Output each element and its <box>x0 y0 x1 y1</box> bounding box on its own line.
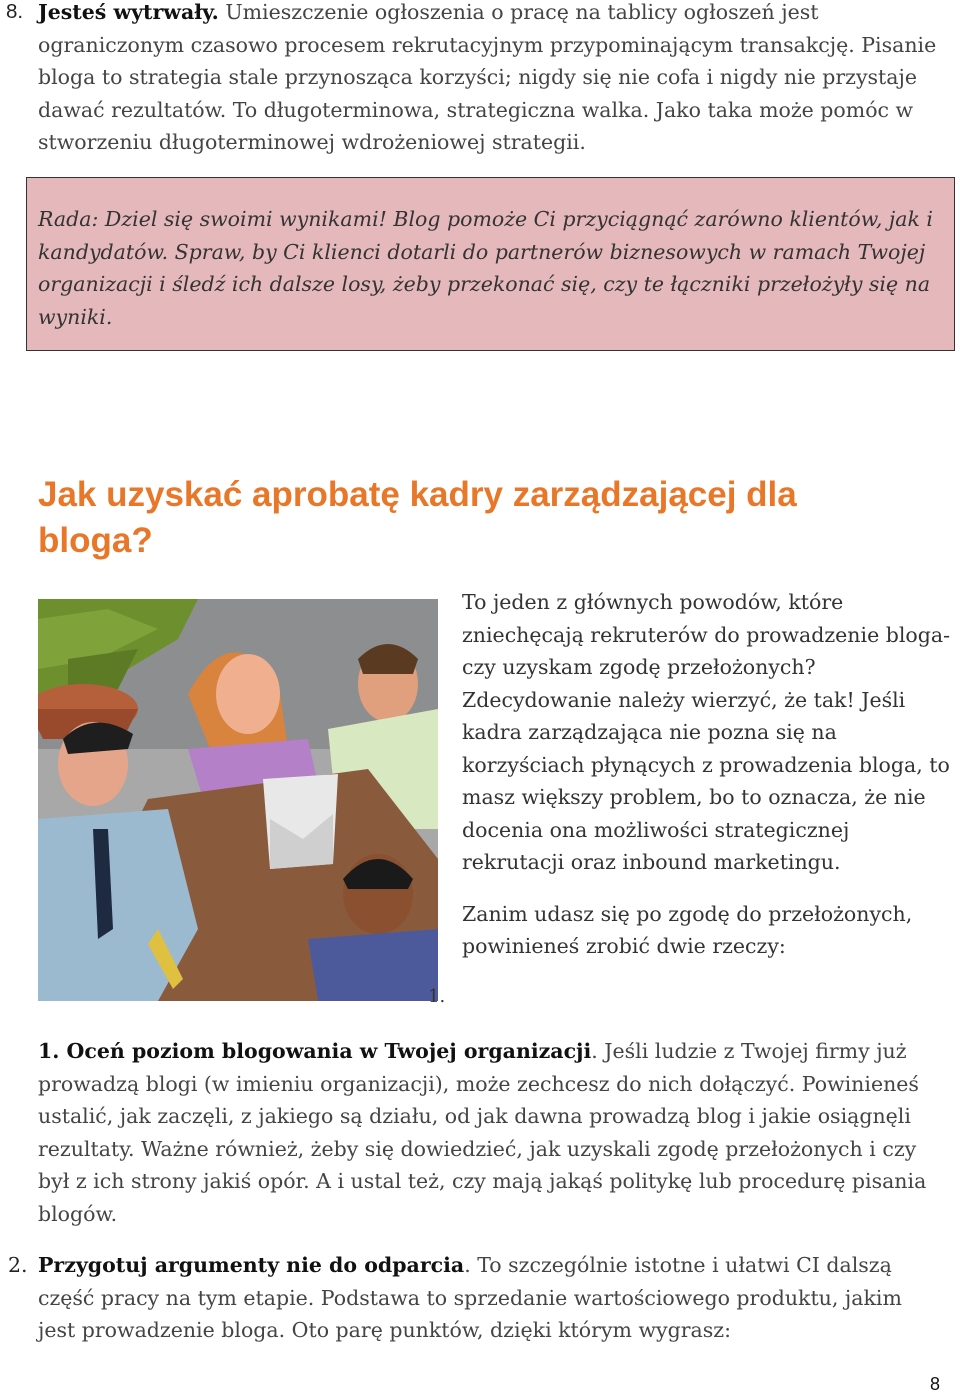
page-number: 8 <box>930 1374 941 1394</box>
list-number-2: 2. <box>8 1253 28 1277</box>
item-8-text: Umieszczenie ogłoszenia o pracę na tablicy ogłoszeń jest ograniczonym czasowo procesem rekrutacyjnym przypominającym transakcję. Pisanie bloga to strategia stale przynosząca korzyści; nigdy się nie cofa i nigdy nie przystaje dawać rezultatów. To długoterminowa, strategiczna walka. Jako taka może pomóc w stworzeniu długoterminowej wdrożeniowej strategii. <box>38 0 937 154</box>
stray-list-marker: 1. <box>428 986 446 1007</box>
item-1-text: . Jeśli ludzie z Twojej firmy już prowadzą blogi (w imieniu organizacji), może zechcesz do nich dołączyć. Powinieneś ustalić, jak zaczęli, z jakiego są działu, od jak dawna prowadzą blog i jakie osiągnęli rezultaty. Ważne również, żeby się dowiedzieć, jak uzyskali zgodę przełożonych i czy był z ich strony jakiś opór. A i ustal też, czy mają jakąś politykę lub procedurę pisania blogów. <box>38 1039 927 1226</box>
item-2-bold: Przygotuj argumenty nie do odparcia <box>38 1253 465 1277</box>
item-8-paragraph <box>38 0 938 159</box>
side-paragraph-1: To jeden z głównych powodów, które zniechęcają rekruterów do prowadzenie bloga- czy uzyskam zgodę przełożonych? Zdecydowanie należy wierzyć, że tak! Jeśli kadra zarządzająca nie pozna się na korzyściach płynących z prowadzenia bloga, to masz większy problem, bo to oznacza, że nie docenia ona możliwości strategicznej rekrutacji oraz inbound marketingu. <box>462 590 951 874</box>
tip-text: Rada: Dziel się swoimi wynikami! Blog pomoże Ci przyciągnąć zarówno klientów, jak i kandydatów. Spraw, by Ci klienci dotarli do partnerów biznesowych w ramach Twojej organizacji i śledź ich dalsze losy, żeby przekonać się, czy te łączniki przełożyły się na wyniki. <box>38 207 933 329</box>
item-2-paragraph <box>38 1249 938 1347</box>
item-8-bold: Jesteś wytrwały. <box>38 0 219 24</box>
meeting-illustration <box>38 599 438 1001</box>
list-number-8: 8. <box>6 0 24 23</box>
item-1-paragraph <box>38 1035 938 1230</box>
side-paragraph-2: Zanim udasz się po zgodę do przełożonych, powinieneś zrobić dwie rzeczy: <box>462 901 913 958</box>
item-2-text: . To szczególnie istotne i ułatwi CI dalszą część pracy na tym etapie. Podstawa to sprzedanie wartościowego produktu, jakim jest prowadzenie bloga. Oto parę punktów, dzięki którym wygrasz: <box>38 1253 902 1342</box>
section-heading: Jak uzyskać aprobatę kadry zarządzającej dla bloga? <box>38 475 797 560</box>
tip-box <box>26 177 955 351</box>
side-text <box>462 586 950 963</box>
item-1-bold: 1. Oceń poziom blogowania w Twojej organizacji <box>38 1039 592 1063</box>
